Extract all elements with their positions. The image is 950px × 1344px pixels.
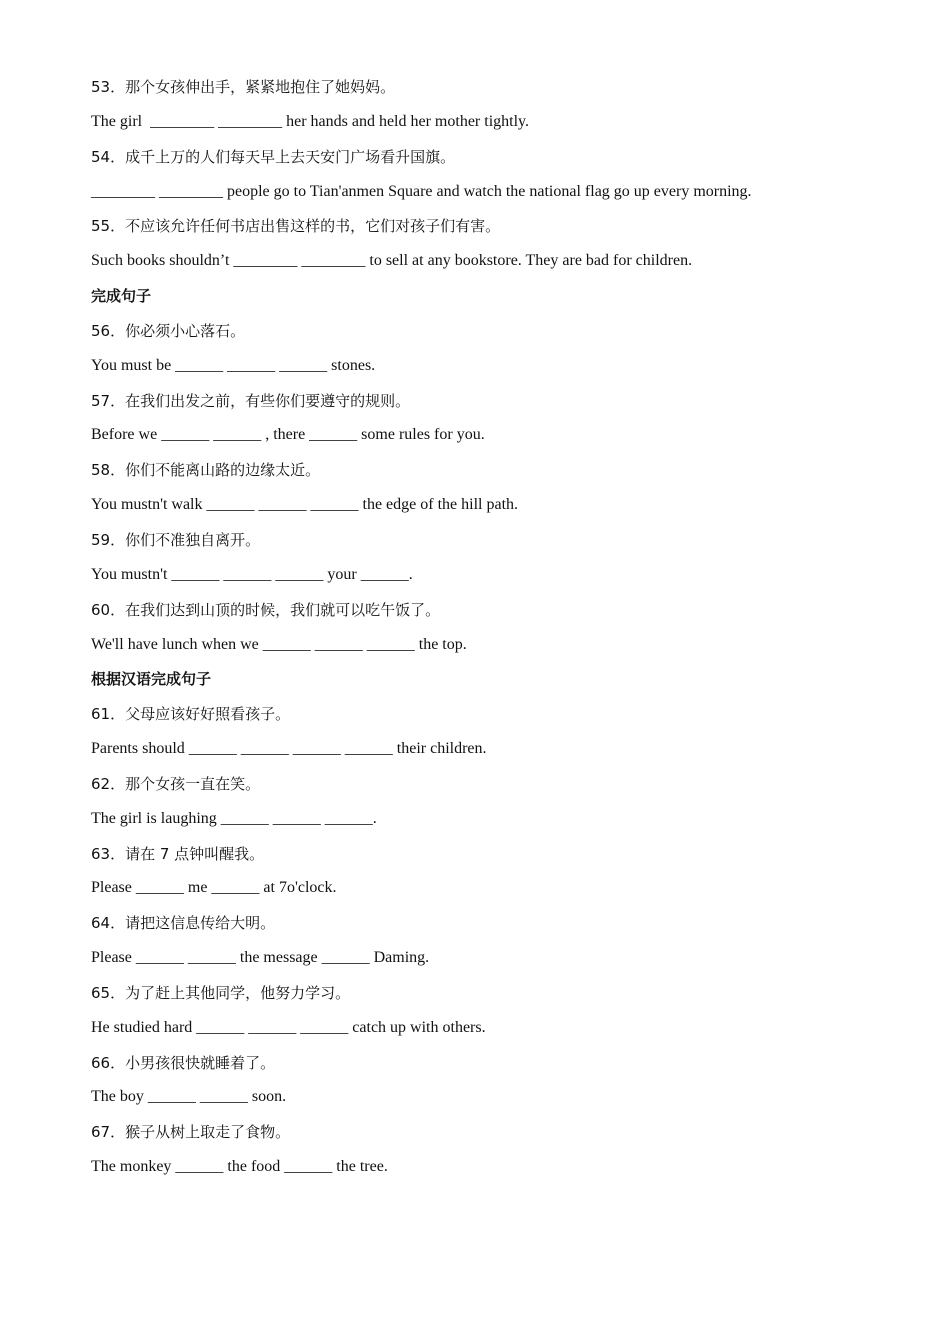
question-59-english: You mustn't ______ ______ ______ your ______. xyxy=(91,565,413,583)
question-57-english: Before we ______ ______ , there ______ some rules for you. xyxy=(91,426,485,444)
question-56-chinese: 56．你必须小心落石。 xyxy=(91,321,246,340)
question-67-chinese: 67．猴子从树上取走了食物。 xyxy=(91,1123,291,1142)
question-63-chinese: 63．请在 7 点钟叫醒我。 xyxy=(91,844,265,863)
question-57-chinese: 57．在我们出发之前，有些你们要遵守的规则。 xyxy=(91,391,411,410)
question-65-english: He studied hard ______ ______ ______ catch up with others. xyxy=(91,1018,486,1036)
question-62-english: The girl is laughing ______ ______ ______. xyxy=(91,809,377,827)
section-heading-complete-sentences: 完成句子 xyxy=(91,287,152,306)
question-55-chinese: 55．不应该允许任何书店出售这样的书，它们对孩子们有害。 xyxy=(91,217,501,236)
question-60-english: We'll have lunch when we ______ ______ ______ the top. xyxy=(91,635,467,653)
question-62-chinese: 62．那个女孩一直在笑。 xyxy=(91,774,261,793)
section-heading-translate-sentences: 根据汉语完成句子 xyxy=(91,670,212,689)
question-58-chinese: 58．你们不能离山路的边缘太近。 xyxy=(91,461,321,480)
question-60-chinese: 60．在我们达到山顶的时候，我们就可以吃午饭了。 xyxy=(91,600,441,619)
question-61-chinese: 61．父母应该好好照看孩子。 xyxy=(91,705,291,724)
question-63-english: Please ______ me ______ at 7o'clock. xyxy=(91,879,337,897)
question-64-english: Please ______ ______ the message ______ Daming. xyxy=(91,949,430,967)
question-66-chinese: 66．小男孩很快就睡着了。 xyxy=(91,1053,276,1072)
question-53-english: The girl ________ ________ her hands and held her mother tightly. xyxy=(91,112,529,130)
question-56-english: You must be ______ ______ ______ stones. xyxy=(91,356,376,374)
question-58-english: You mustn't walk ______ ______ ______ the edge of the hill path. xyxy=(91,496,519,514)
question-64-chinese: 64．请把这信息传给大明。 xyxy=(91,914,276,933)
question-53-chinese: 53．那个女孩伸出手，紧紧地抱住了她妈妈。 xyxy=(91,78,396,96)
question-54-english: ________ ________ people go to Tian'anmen Square and watch the national flag go up every morning. xyxy=(91,182,752,200)
question-67-english: The monkey ______ the food ______ the tree. xyxy=(91,1158,388,1176)
question-55-english: Such books shouldn’t ________ ________ to sell at any bookstore. They are bad for children. xyxy=(91,252,693,270)
worksheet-page xyxy=(91,70,871,1185)
question-59-chinese: 59．你们不准独自离开。 xyxy=(91,530,261,549)
question-61-english: Parents should ______ ______ ______ ______ their children. xyxy=(91,740,487,758)
question-66-english: The boy ______ ______ soon. xyxy=(91,1088,287,1106)
question-65-chinese: 65．为了赶上其他同学，他努力学习。 xyxy=(91,983,351,1002)
question-54-chinese: 54．成千上万的人们每天早上去天安门广场看升国旗。 xyxy=(91,147,456,166)
